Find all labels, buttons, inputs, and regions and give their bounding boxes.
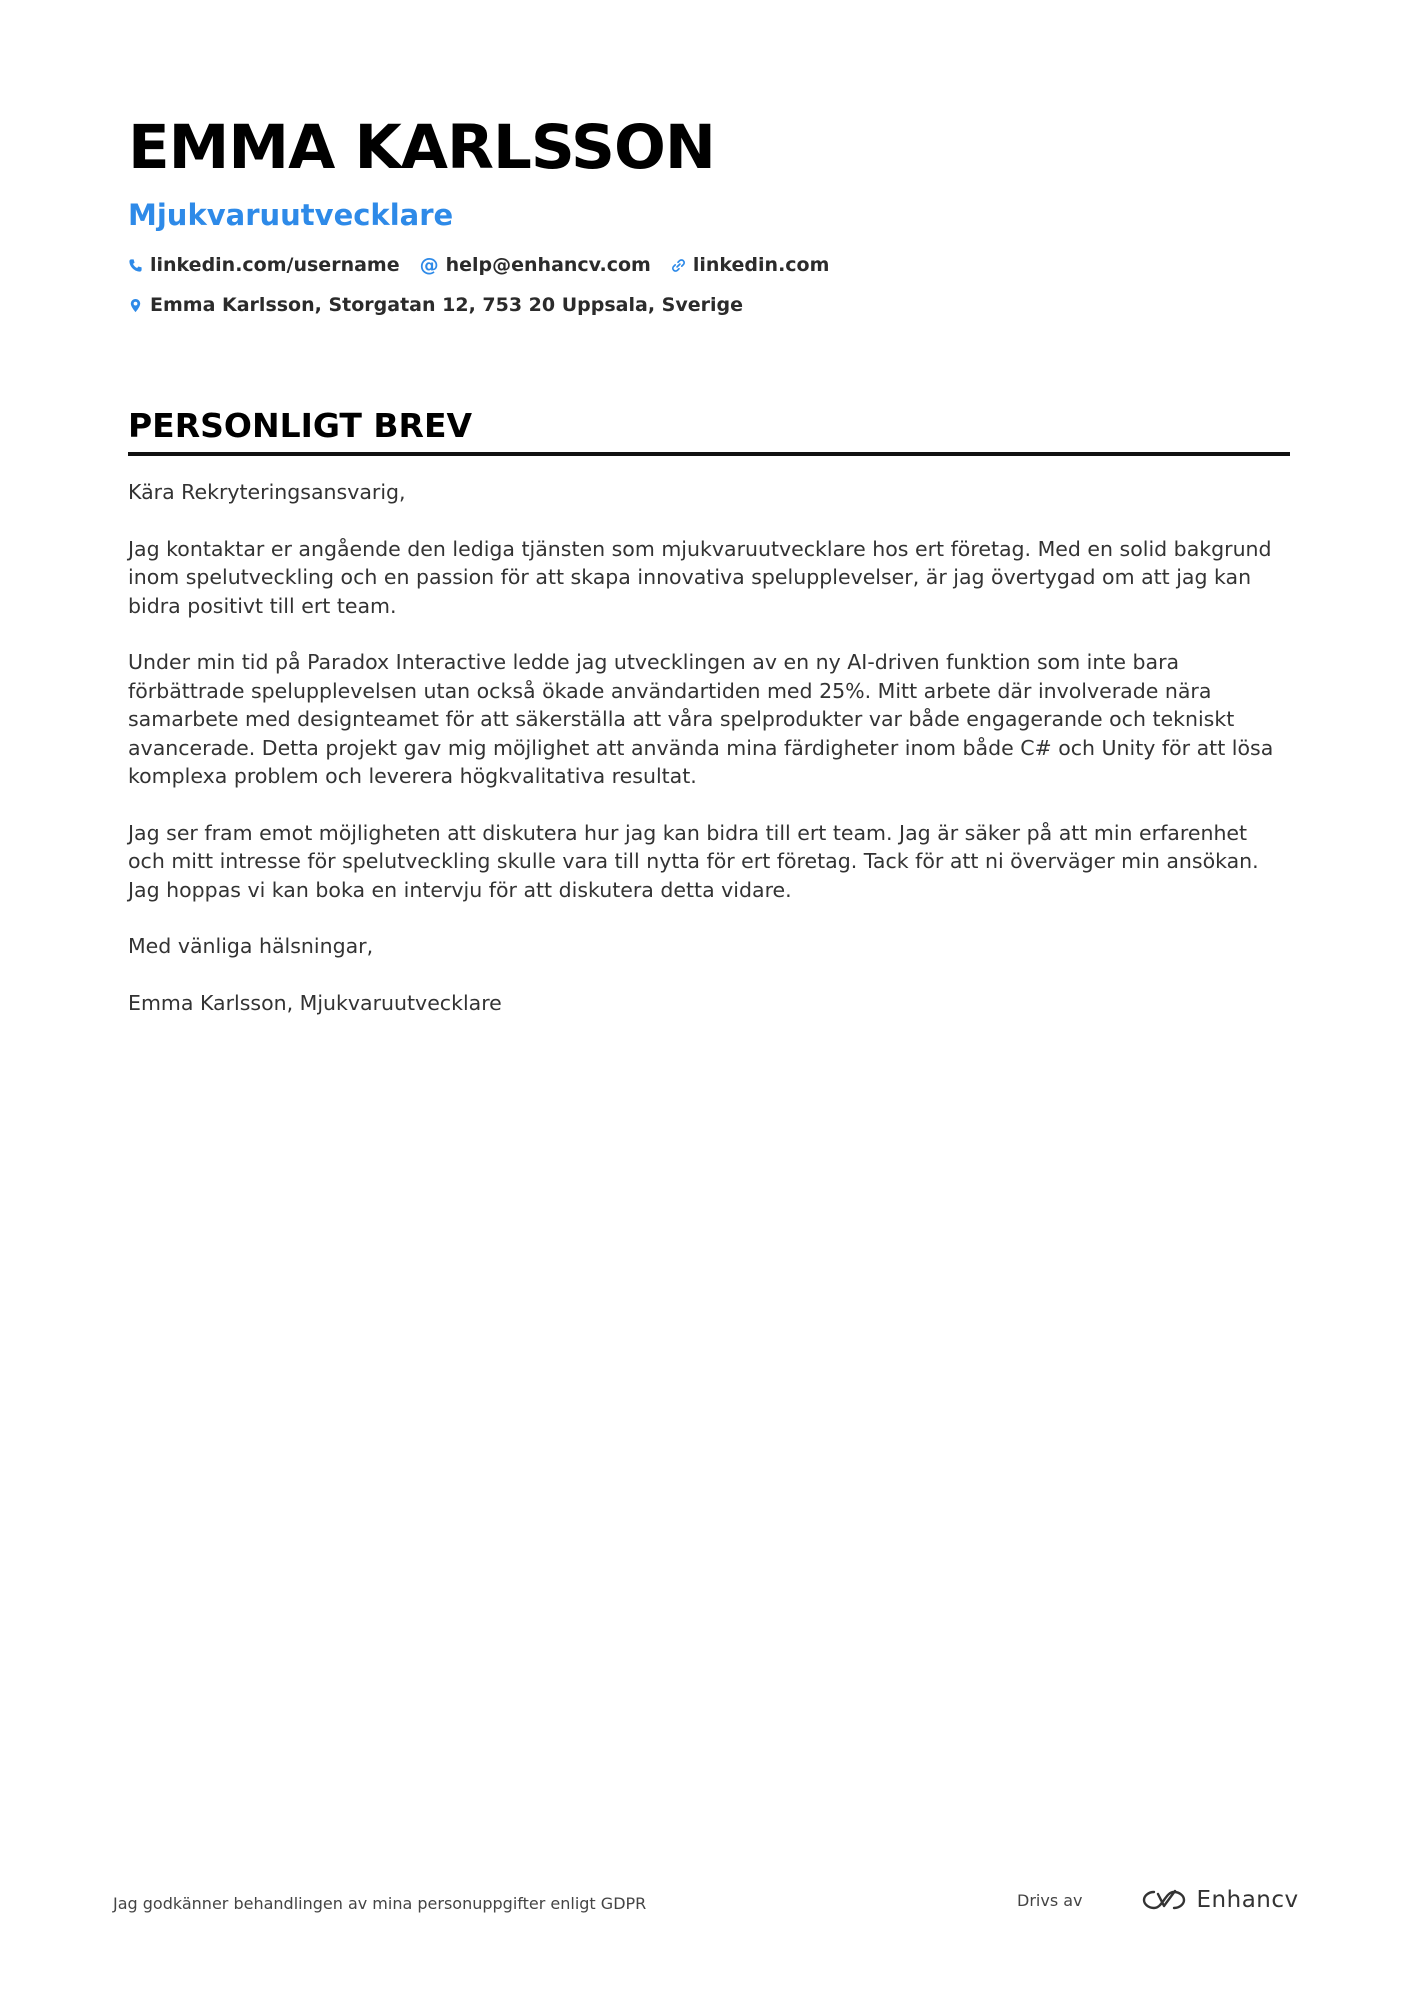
letter-signature: Emma Karlsson, Mjukvaruutvecklare <box>128 990 502 1015</box>
gdpr-consent: Jag godkänner behandlingen av mina personuppgifter enligt GDPR <box>113 1894 647 1913</box>
section-divider <box>128 452 1290 456</box>
brand-name: Enhancv <box>1196 1887 1299 1913</box>
section-title: PERSONLIGT BREV <box>128 406 473 445</box>
contact-row-primary <box>128 254 1288 276</box>
letter-paragraph: Under min tid på Paradox Interactive ledde jag utvecklingen av en ny AI-driven funktion som inte bara förbättrade spelupplevelsen utan också ökade användartiden med 25%. Mitt arbete där involverade nära samarbete med designteamet för att säkerställa att våra spelprodukter var både engagerande och tekniskt avancerade. Detta projekt gav mig möjlighet att använda mina färdigheter inom både C# och Unity för att lösa komplexa problem och leverera högkvalitativa resultat. <box>128 650 1274 788</box>
candidate-name: EMMA KARLSSON <box>128 112 715 183</box>
phone-text: linkedin.com/username <box>150 254 400 276</box>
link-text: linkedin.com <box>692 254 830 276</box>
job-title: Mjukvaruutvecklare <box>128 198 454 232</box>
email-text: help@enhancv.com <box>445 254 651 276</box>
contact-phone <box>128 254 400 276</box>
letter-greeting: Kära Rekryteringsansvarig, <box>128 480 406 504</box>
letter-closing: Med vänliga hälsningar, <box>128 934 374 958</box>
contact-row-address <box>128 294 1288 316</box>
letter-paragraph: Jag ser fram emot möjligheten att diskutera hur jag kan bidra till ert team. Jag är säker på att min erfarenhet och mitt intresse för spelutveckling skulle vara till nytta för ert företag. Tack för att ni överväger min ansökan. Jag hoppas vi kan boka en intervju för att diskutera detta vidare. <box>128 820 1259 902</box>
contact-link <box>671 254 830 276</box>
enhancv-logo-icon <box>1141 1888 1187 1912</box>
letter-paragraph: Jag kontaktar er angående den lediga tjänsten som mjukvaruutvecklare hos ert företag. Med en solid bakgrund inom spelutveckling och en passion för att skapa innovativa spelupplevelser, är jag övertygad om att jag kan bidra positivt till ert team. <box>128 536 1272 618</box>
at-icon: @ <box>419 254 439 276</box>
letter-body <box>128 478 1290 1045</box>
location-pin-icon <box>128 297 143 314</box>
phone-icon <box>128 257 143 274</box>
contact-email <box>420 254 651 276</box>
header <box>128 110 1288 316</box>
cover-letter-section <box>128 404 1290 456</box>
link-icon <box>671 257 686 274</box>
address-text: Emma Karlsson, Storgatan 12, 753 20 Uppsala, Sverige <box>150 294 743 316</box>
powered-by-label: Drivs av <box>1017 1890 1083 1910</box>
contact-address <box>128 294 743 316</box>
powered-by <box>1017 1887 1299 1913</box>
enhancv-brand[interactable] <box>1141 1887 1299 1913</box>
